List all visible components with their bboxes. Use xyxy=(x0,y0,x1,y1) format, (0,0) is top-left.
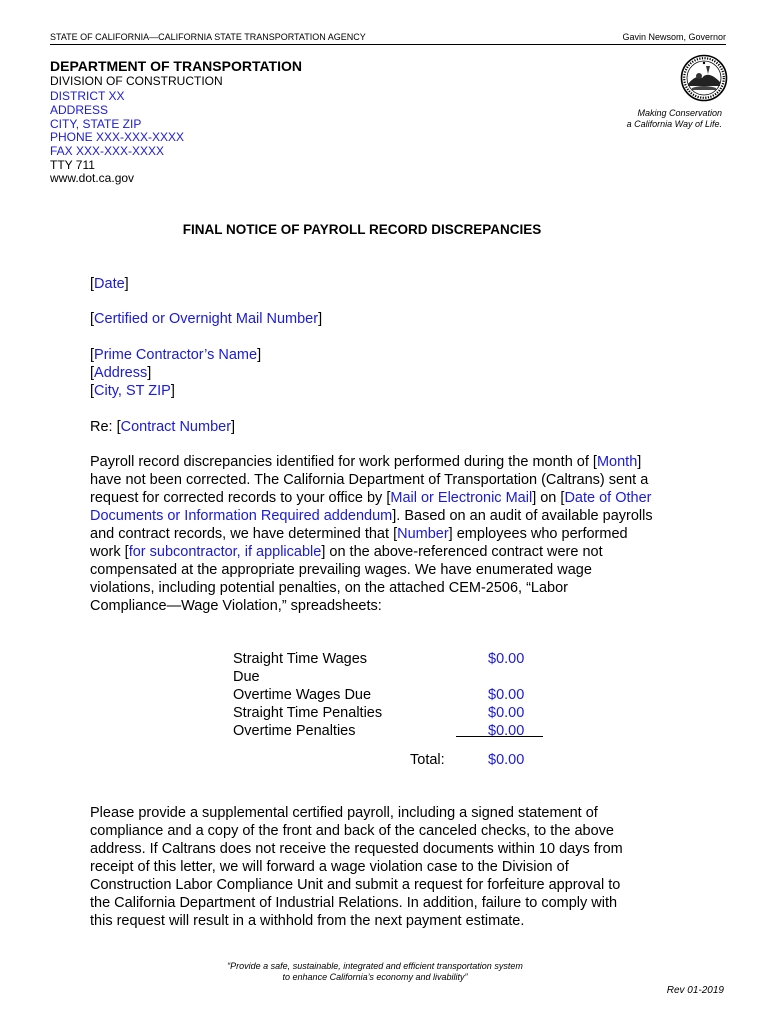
re-label: Re: xyxy=(90,419,117,435)
number-placeholder: Number xyxy=(397,526,449,542)
p1-line-6: work [for subcontractor, if applicable] on the above-referenced contract were not xyxy=(90,544,603,560)
wage-label: Straight Time Penalties xyxy=(233,705,383,721)
city-state-zip: CITY, STATE ZIP xyxy=(50,117,142,131)
p1-line-7: compensated at the appropriate prevailing wages. We have enumerated wage xyxy=(90,562,592,578)
wage-value: $0.00 xyxy=(488,687,525,703)
wage-value: $0.00 xyxy=(488,723,525,739)
date-line: [Date] xyxy=(90,276,129,292)
subcontractor-placeholder: for subcontractor, if applicable xyxy=(128,544,322,560)
total-value: $0.00 xyxy=(488,752,525,768)
p2-line-4: receipt of this letter, we will forward a wage violation case to the Division of xyxy=(90,859,569,875)
recipient-city-line: [City, ST ZIP] xyxy=(90,383,175,399)
re-line: Re: [Contract Number] xyxy=(90,419,236,435)
motto-line-1: Making Conservation xyxy=(637,108,722,118)
california-state-seal-icon xyxy=(680,54,728,102)
notice-title: FINAL NOTICE OF PAYROLL RECORD DISCREPANCIES xyxy=(182,222,542,237)
address-line: ADDRESS xyxy=(50,103,109,117)
address-placeholder: Address xyxy=(94,365,148,381)
mail-method-placeholder: Mail or Electronic Mail xyxy=(390,490,533,506)
p2-line-5: Construction Labor Compliance Unit and submit a request for forfeiture approval to xyxy=(90,877,621,893)
p2-line-6: the California Department of Industrial Relations. In addition, failure to comply with xyxy=(90,895,618,911)
revision-label: Rev 01-2019 xyxy=(666,985,724,996)
total-label: Total: xyxy=(410,752,445,768)
p2-line-1: Please provide a supplemental certified payroll, including a signed statement of xyxy=(90,805,598,821)
p2-line-3: address. If Caltrans does not receive the requested documents within 10 days from xyxy=(90,841,623,857)
p1-line-8: violations, including potential penalties, on the attached CEM-2506, “Labor xyxy=(90,580,568,596)
fax: FAX XXX-XXX-XXXX xyxy=(50,144,165,158)
date-other-placeholder-part2: Documents or Information Required addendum xyxy=(90,508,393,524)
website: www.dot.ca.gov xyxy=(50,171,135,185)
paragraph-2 xyxy=(90,804,623,930)
p1-line-1: Payroll record discrepancies identified for work performed during the month of [Month] xyxy=(90,454,642,470)
wage-value: $0.00 xyxy=(488,705,525,721)
wage-label: Overtime Wages Due xyxy=(233,687,372,703)
district: DISTRICT XX xyxy=(50,89,125,103)
month-placeholder: Month xyxy=(596,454,638,470)
p2-line-2: compliance and a copy of the front and back of the canceled checks, to the above xyxy=(90,823,614,839)
footer-quote xyxy=(0,961,750,983)
wage-label: Overtime Penalties xyxy=(233,723,356,739)
agency-name: STATE OF CALIFORNIA—CALIFORNIA STATE TRANSPORTATION AGENCY xyxy=(50,32,366,42)
recipient-address-line: [Address] xyxy=(90,365,152,381)
total-divider xyxy=(456,736,543,737)
p1-line-3: request for corrected records to your office by [Mail or Electronic Mail] on [Date of Other xyxy=(90,490,652,506)
motto xyxy=(627,108,722,130)
contract-number-placeholder: Contract Number xyxy=(120,419,232,435)
p1-line-2: have not been corrected. The California Department of Transportation (Caltrans) sent a xyxy=(90,472,649,488)
p1-line-9: Compliance—Wage Violation,” spreadsheets: xyxy=(90,598,382,614)
division-name: DIVISION OF CONSTRUCTION xyxy=(50,74,223,88)
wage-label-cont: Due xyxy=(233,669,260,685)
p1-line-4: Documents or Information Required addendum]. Based on an audit of available payrolls xyxy=(90,508,653,524)
wage-value: $0.00 xyxy=(488,651,525,667)
department-name: DEPARTMENT OF TRANSPORTATION xyxy=(50,58,302,74)
governor-name: Gavin Newsom, Governor xyxy=(622,32,726,42)
date-placeholder: Date xyxy=(94,276,125,292)
wage-label: Straight Time Wages xyxy=(233,651,368,667)
footer-quote-line-2: to enhance California’s economy and livability” xyxy=(282,972,468,982)
p1-line-5: and contract records, we have determined that [Number] employees who performed xyxy=(90,526,628,542)
motto-line-2: a California Way of Life. xyxy=(626,119,722,129)
prime-contractor-placeholder: Prime Contractor’s Name xyxy=(94,347,258,363)
mail-number-placeholder: Certified or Overnight Mail Number xyxy=(94,311,319,327)
phone: PHONE XXX-XXX-XXXX xyxy=(50,130,185,144)
agency-header-bar xyxy=(50,31,726,45)
mail-number-line: [Certified or Overnight Mail Number] xyxy=(90,311,323,327)
date-other-placeholder-part1: Date of Other xyxy=(564,490,652,506)
tty: TTY 711 xyxy=(50,158,95,172)
footer-quote-line-1: “Provide a safe, sustainable, integrated and efficient transportation system xyxy=(227,961,523,971)
city-placeholder: City, ST ZIP xyxy=(94,383,171,399)
p2-line-7: this request will result in a withhold from the next payment estimate. xyxy=(90,913,525,929)
paragraph-1 xyxy=(90,453,653,615)
recipient-name-line: [Prime Contractor’s Name] xyxy=(90,347,262,363)
